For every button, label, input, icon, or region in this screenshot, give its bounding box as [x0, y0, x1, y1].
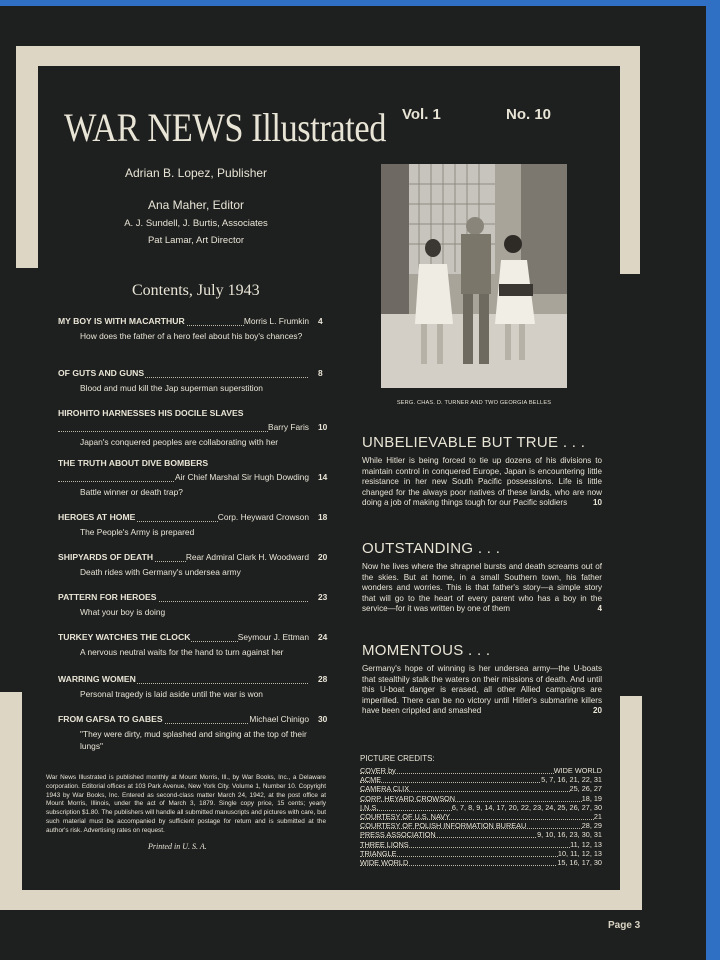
frame-top [16, 46, 640, 66]
toc-entry-title: WARRING WOMEN [58, 674, 136, 684]
toc-entry-author: Morris L. Frumkin [243, 316, 309, 326]
toc-entry-page: 28 [318, 674, 328, 684]
feature-page: 4 [597, 604, 602, 614]
toc-entry-description: The People's Army is prepared [80, 527, 195, 537]
credit-source: CAMERA CLIX [360, 784, 410, 794]
credit-leader-dots [360, 847, 600, 848]
credit-source: COURTESY OF POLISH INFORMATION BUREAU [360, 821, 527, 831]
toc-entry-author: Seymour J. Ettman [237, 632, 309, 642]
credit-source: PRESS ASSOCIATION [360, 830, 436, 840]
frame-left-top [16, 46, 38, 268]
art-director-line: Pat Lamar, Art Director [147, 235, 245, 246]
toc-entry-page: 20 [318, 552, 328, 562]
toc-entry-author: Michael Chinigo [249, 714, 309, 724]
frame-left-bottom [0, 692, 22, 910]
credit-pages: 18, 19 [581, 793, 602, 803]
feature-body [362, 664, 602, 717]
credit-pages: 6, 7, 8, 9, 14, 17, 20, 22, 23, 24, 25, 26, 27, 30 [451, 802, 602, 812]
toc-entry-author: Corp. Heyward Crowson [217, 512, 309, 522]
frame-right-bottom [620, 696, 642, 910]
photo-caption: SERG. CHAS. D. TURNER AND TWO GEORGIA BELLES [396, 400, 552, 406]
magazine-title: WAR NEWS Illustrated [64, 105, 386, 150]
feature-body-text: While Hitler is being forced to tie up dozens of his divisions to maintain control in conquered Europe, Japan is encountering little resistance in her new South Pacific possessions. Life is little changed for the always poor natives of these lands, who are now doing a job of making things tough for our Pacific soldiers [362, 456, 602, 508]
toc-entry-description: "They were dirty, mud splashed and singing at the top of their lungs" [80, 729, 307, 751]
toc-entry-title: SHIPYARDS OF DEATH [58, 552, 154, 562]
feature-body-text: Now he lives where the shrapnel bursts and death screams out of the skies. But at home, in a small Southern town, his father wonders and worries. This is that father's story—a simple story that will go to the heart of every parent who has a boy in the service—for it was written by one of them [362, 562, 602, 614]
toc-entry-title: HEROES AT HOME [58, 512, 136, 522]
credit-source: WIDE WORLD [360, 858, 409, 867]
toc-entry-page: 10 [318, 422, 328, 432]
publication-notice: War News Illustrated is published monthly at Mount Morris, Ill., by War Books, Inc., a Delaware corporation. Editorial offices at 103 Park Avenue, New York City. Volume 1, Number 10. Copyright 1943 by War Books, Inc. Entered as second-class matter March 24, 1942, at the post office at Mount Morris, Illinois, under the act of March 3, 1879. Single copy price, 15 cents; yearly subscription $1.80. The publishers will handle all submitted manuscripts and pictures with care, but such material must be accompanied by sufficient postage for return and is submitted at the author's risk. Advertising rates on request. [46, 774, 326, 834]
feature-heading: OUTSTANDING . . . [362, 540, 501, 557]
credits-heading: PICTURE CREDITS: [360, 754, 435, 763]
toc-entry-description: A nervous neutral waits for the hand to turn against her [80, 647, 284, 657]
credit-pages: 15, 16, 17, 30 [557, 858, 602, 867]
printed-in: Printed in U. S. A. [148, 842, 207, 851]
credit-source: CORP. HEYARD CROWSON [360, 793, 456, 803]
toc-entry-description: Personal tragedy is laid aside until the war is won [80, 689, 263, 699]
frame-right-top [620, 46, 640, 274]
feature-page: 10 [592, 498, 602, 508]
toc-entry-page: 8 [318, 368, 323, 378]
credit-source: THREE LIONS [360, 839, 409, 849]
credit-source: ACME [360, 775, 382, 785]
associates-line: A. J. Sundell, J. Burtis, Associates [124, 218, 268, 229]
credit-leader-dots [360, 819, 600, 820]
toc-entry-title: TURKEY WATCHES THE CLOCK [58, 632, 191, 642]
toc-entry-title: MY BOY IS WITH MACARTHUR [58, 316, 185, 326]
toc-entry-description: What your boy is doing [80, 607, 166, 617]
frame-bottom [0, 890, 642, 910]
credit-pages: 9, 10, 16, 23, 30, 31 [537, 830, 602, 840]
photo-scene-image [381, 164, 567, 388]
toc-entry-page: 30 [318, 714, 328, 724]
credit-source: COVER by [360, 766, 396, 775]
contents-heading: Contents, July 1943 [132, 282, 260, 299]
feature-page: 20 [592, 706, 602, 716]
toc-entry-description: Death rides with Germany's undersea army [80, 567, 241, 577]
credit-leader-dots [360, 801, 600, 802]
magazine-page [0, 6, 706, 960]
toc-entry-title: HIROHITO HARNESSES HIS DOCILE SLAVES [58, 408, 244, 418]
toc-entry-description: How does the father of a hero feel about his boy's chances? [80, 331, 303, 341]
toc-entry-author: Rear Admiral Clark H. Woodward [185, 552, 309, 562]
credit-source: TRIANGLE [360, 848, 397, 858]
toc-entry-description: Japan's conquered peoples are collaborating with her [80, 437, 279, 447]
credit-pages: 11, 12, 13 [570, 839, 602, 849]
credit-pages: 28, 29 [581, 821, 602, 831]
issue-number: No. 10 [506, 106, 552, 123]
credit-leader-dots [360, 791, 600, 792]
toc-entry-description: Battle winner or death trap? [80, 487, 183, 497]
toc-entry-page: 14 [318, 472, 328, 482]
toc-entry-title: THE TRUTH ABOUT DIVE BOMBERS [58, 458, 209, 468]
feature-heading: UNBELIEVABLE BUT TRUE . . . [362, 434, 586, 451]
editor-line: Ana Maher, Editor [147, 198, 245, 212]
page-number: Page 3 [608, 920, 641, 931]
credit-source: I.N.S. [360, 802, 379, 812]
feature-body [362, 456, 602, 509]
feature-body [362, 562, 602, 615]
toc-entry-page: 4 [318, 316, 323, 326]
toc-entry-page: 18 [318, 512, 328, 522]
credit-pages: 5, 7, 16, 21, 22, 31 [541, 775, 602, 785]
cover-photo [381, 164, 567, 388]
credit-source: COURTESY OF U.S. NAVY [360, 812, 451, 821]
feature-body-text: Germany's hope of winning is her undersea army—the U-boats that stealthily stalk the waters on their missions of death. And until this U-boat danger is erased, all other Allied campaigns are imperilled. There can be no victory until Hitler's submarine killers have been crippled and smashed [362, 664, 602, 716]
toc-entry-page: 24 [318, 632, 328, 642]
publisher-line: Adrian B. Lopez, Publisher [124, 166, 268, 180]
toc-entry-description: Blood and mud kill the Jap superman superstition [80, 383, 263, 393]
volume-label: Vol. 1 [402, 106, 441, 123]
credit-leader-dots [360, 828, 600, 829]
toc-entry-author: Barry Faris [268, 422, 309, 432]
credit-pages: 10, 11, 12, 13 [557, 848, 602, 858]
credit-pages: 21 [593, 812, 602, 821]
feature-heading: MOMENTOUS . . . [362, 642, 491, 659]
toc-entry-author: Air Chief Marshal Sir Hugh Dowding [174, 472, 309, 482]
toc-entry-title: OF GUTS AND GUNS [58, 368, 145, 378]
credit-pages: WIDE WORLD [553, 766, 602, 775]
credit-pages: 25, 26, 27 [569, 784, 602, 794]
toc-entry-page: 23 [318, 592, 328, 602]
toc-entry-title: FROM GAFSA TO GABES [58, 714, 163, 724]
toc-entry-title: PATTERN FOR HEROES [58, 592, 157, 602]
